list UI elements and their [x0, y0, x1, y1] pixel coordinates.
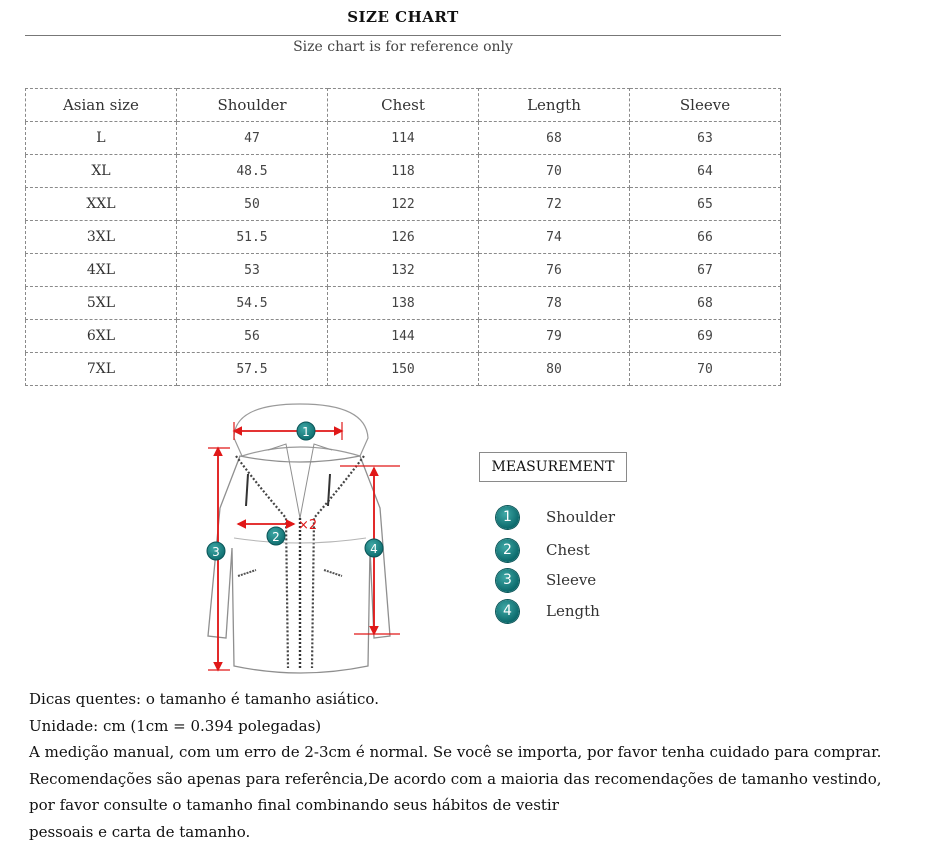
length-cell: 76 — [478, 254, 629, 287]
number-3-badge: 3 — [496, 569, 519, 592]
hip-pocket-right — [324, 570, 342, 576]
chest-cell: 114 — [328, 122, 479, 155]
sleeve-cell: 67 — [629, 254, 780, 287]
marker-2-badge — [267, 527, 285, 545]
chest-cell: 144 — [328, 320, 479, 353]
legend-label: Length — [546, 602, 600, 620]
body-outline — [208, 456, 390, 673]
shoulder-cell: 54.5 — [176, 287, 327, 320]
sleeve-cell: 64 — [629, 155, 780, 188]
page-subtitle: Size chart is for reference only — [293, 39, 513, 55]
note-line: por favor consulte o tamanho final combinando seus hábitos de vestir — [29, 796, 559, 814]
note-line: Recomendações são apenas para referência,De acordo com a maioria das recomendações de tamanho vestindo, — [29, 769, 882, 788]
svg-text:2: 2 — [272, 530, 280, 544]
page-title: SIZE CHART — [347, 8, 459, 26]
svg-text:1: 1 — [302, 425, 310, 439]
shoulder-cell: 56 — [176, 320, 327, 353]
column-header: Sleeve — [629, 89, 780, 122]
chest-cell: 138 — [328, 287, 479, 320]
chest-cell: 122 — [328, 188, 479, 221]
note-line: Dicas quentes: o tamanho é tamanho asiático. — [29, 690, 379, 708]
sleeve-cell: 63 — [629, 122, 780, 155]
chest-multiplier: ×2 — [298, 518, 318, 533]
sleeve-cell: 70 — [629, 353, 780, 386]
note-line: A medição manual, com um erro de 2-3cm é normal. Se você se importa, por favor tenha cuidado para comprar. — [29, 743, 882, 761]
chest-cell: 132 — [328, 254, 479, 287]
column-header: Asian size — [26, 89, 177, 122]
size-table — [25, 88, 781, 386]
size-cell: 5XL — [26, 287, 177, 320]
svg-text:3: 3 — [212, 545, 220, 559]
hip-pocket-left — [238, 570, 256, 576]
sleeve-cell: 65 — [629, 188, 780, 221]
measurement-heading: MEASUREMENT — [479, 452, 627, 482]
length-cell: 78 — [478, 287, 629, 320]
number-2-badge: 2 — [496, 539, 519, 562]
jacket-diagram — [190, 398, 410, 680]
legend-item-sleeve — [496, 567, 596, 593]
marker-1-badge — [297, 422, 315, 440]
zipper-right — [312, 456, 364, 668]
marker-3-badge — [207, 542, 225, 560]
length-cell: 80 — [478, 353, 629, 386]
sleeve-cell: 66 — [629, 221, 780, 254]
legend-label: Chest — [546, 541, 590, 559]
chest-cell: 126 — [328, 221, 479, 254]
length-cell: 70 — [478, 155, 629, 188]
column-header: Chest — [328, 89, 479, 122]
column-header: Length — [478, 89, 629, 122]
length-cell: 74 — [478, 221, 629, 254]
size-cell: 4XL — [26, 254, 177, 287]
legend-label: Sleeve — [546, 571, 597, 589]
legend-label: Shoulder — [546, 508, 616, 526]
chest-cell: 118 — [328, 155, 479, 188]
table-row — [26, 122, 781, 155]
svg-text:4: 4 — [370, 542, 378, 556]
legend-item-chest — [496, 537, 590, 563]
note-line: Unidade: cm (1cm = 0.394 polegadas) — [29, 716, 322, 735]
shoulder-cell: 51.5 — [176, 221, 327, 254]
table-row — [26, 155, 781, 188]
marker-4-badge — [365, 539, 383, 557]
shoulder-cell: 47 — [176, 122, 327, 155]
table-row — [26, 188, 781, 221]
table-row — [26, 353, 781, 386]
chest-cell: 150 — [328, 353, 479, 386]
length-cell: 79 — [478, 320, 629, 353]
sleeve-cell: 69 — [629, 320, 780, 353]
chest-pocket-left — [246, 474, 248, 506]
size-cell: XL — [26, 155, 177, 188]
jacket-illustration — [190, 398, 410, 680]
notes-block — [29, 686, 929, 845]
note-line: pessoais e carta de tamanho. — [29, 822, 251, 841]
shoulder-cell: 57.5 — [176, 353, 327, 386]
legend-item-shoulder — [496, 504, 615, 530]
length-cell: 72 — [478, 188, 629, 221]
sleeve-cell: 68 — [629, 287, 780, 320]
legend-item-length — [496, 598, 600, 624]
table-row — [26, 287, 781, 320]
size-cell: 6XL — [26, 320, 177, 353]
zipper-left — [236, 456, 288, 668]
number-1-badge: 1 — [496, 506, 519, 529]
shoulder-cell: 50 — [176, 188, 327, 221]
shoulder-cell: 48.5 — [176, 155, 327, 188]
size-cell: XXL — [26, 188, 177, 221]
size-cell: 3XL — [26, 221, 177, 254]
column-header: Shoulder — [176, 89, 327, 122]
table-row — [26, 221, 781, 254]
size-cell: 7XL — [26, 353, 177, 386]
title-divider — [25, 35, 781, 36]
size-cell: L — [26, 122, 177, 155]
table-header-row — [26, 89, 781, 122]
table-row — [26, 320, 781, 353]
number-4-badge: 4 — [496, 600, 519, 623]
length-cell: 68 — [478, 122, 629, 155]
shoulder-cell: 53 — [176, 254, 327, 287]
table-row — [26, 254, 781, 287]
